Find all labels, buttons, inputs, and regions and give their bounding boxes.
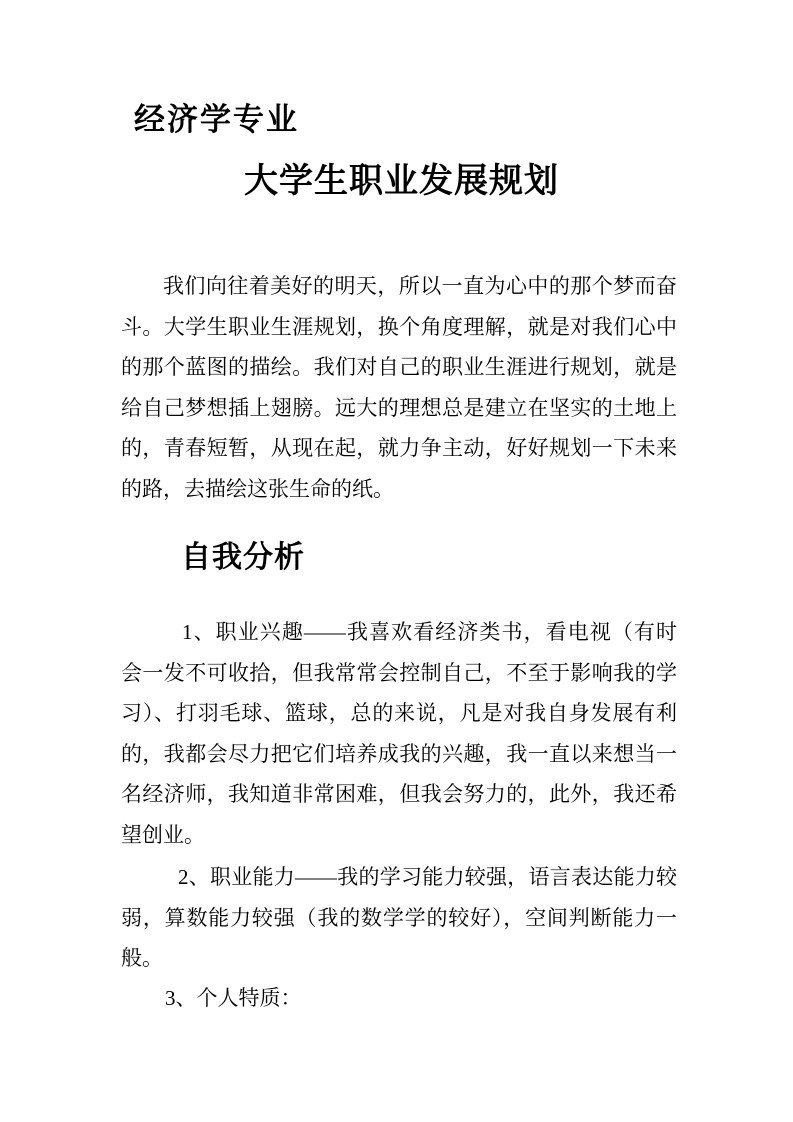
text-line: 般。 bbox=[121, 946, 163, 970]
text-line: 习）、打羽毛球、篮球，总的来说，凡是对我自身发展有利 bbox=[121, 701, 677, 725]
doc-title-main: 大学生职业发展规划 bbox=[244, 163, 559, 200]
text-line: 的那个蓝图的描绘。我们对自己的职业生涯进行规划，就是 bbox=[121, 355, 677, 379]
text-line: 的，我都会尽力把它们培养成我的兴趣，我一直以来想当一 bbox=[121, 741, 677, 766]
text-line: 弱，算数能力较强（我的数学学的较好），空间判断能力一 bbox=[121, 905, 677, 930]
text-line: 给自己梦想插上翅膀。远大的理想总是建立在坚实的土地上 bbox=[121, 395, 677, 420]
text-line: 会一发不可收拾，但我常常会控制自己，不至于影响我的学 bbox=[121, 660, 677, 685]
text-line: 2、职业能力——我的学习能力较强，语言表达能力较 bbox=[178, 865, 677, 889]
text-line: 我们向往着美好的明天，所以一直为心中的那个梦而奋 bbox=[163, 274, 677, 298]
paragraph-intro bbox=[121, 266, 677, 509]
list-item-career-interest bbox=[121, 612, 677, 855]
text-line: 1、职业兴趣——我喜欢看经济类书，看电视（有时 bbox=[182, 620, 677, 644]
text-line: 名经济师，我知道非常困难，但我会努力的，此外，我还希 bbox=[121, 782, 677, 806]
list-item-career-ability bbox=[121, 857, 677, 979]
text-line: 的，青春短暂，从现在起，就力争主动，好好规划一下未来 bbox=[121, 436, 677, 460]
text-line: 3、个人特质： bbox=[165, 986, 302, 1010]
text-line: 的路，去描绘这张生命的纸。 bbox=[121, 476, 394, 501]
section-heading-self-analysis: 自我分析 bbox=[181, 541, 305, 574]
list-item-personal-traits bbox=[121, 978, 677, 1019]
text-line: 望创业。 bbox=[121, 822, 205, 847]
doc-title-major: 经济学专业 bbox=[134, 102, 299, 137]
text-line: 斗。大学生职业生涯规划，换个角度理解，就是对我们心中 bbox=[121, 314, 677, 339]
